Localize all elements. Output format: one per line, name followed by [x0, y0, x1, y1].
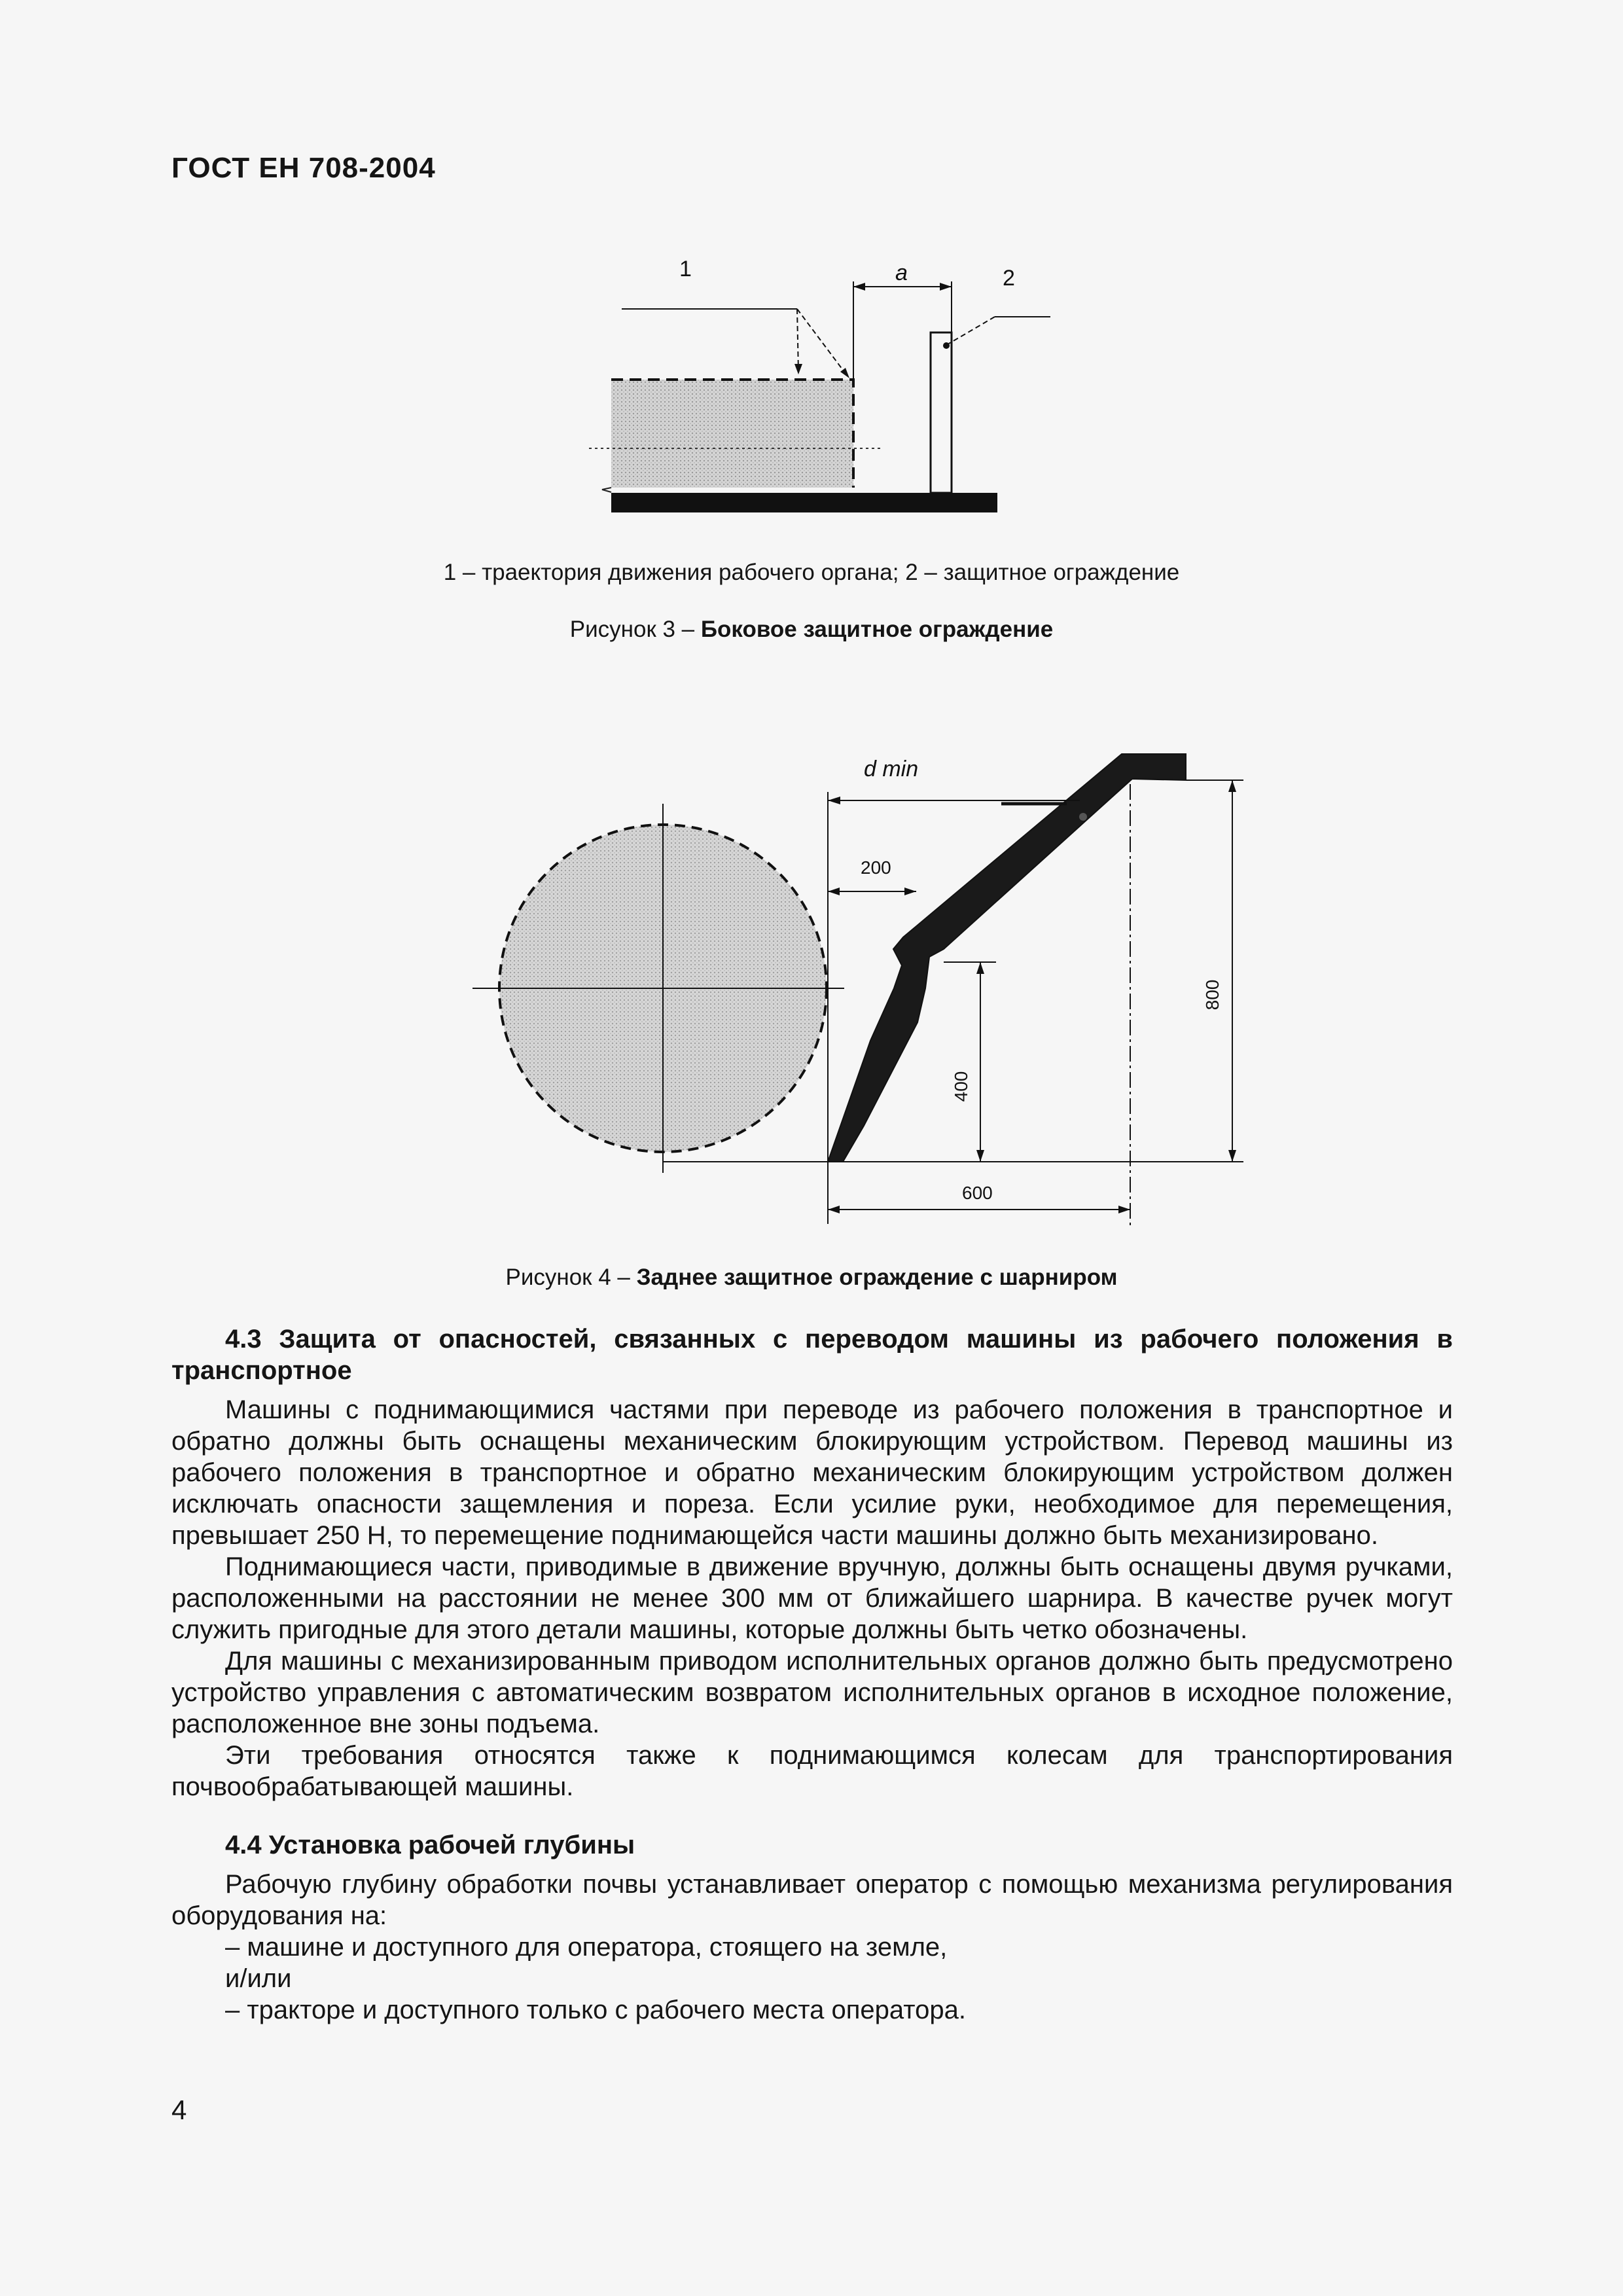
section-4-4	[171, 1829, 1453, 2026]
section-4-4-heading: 4.4 Установка рабочей глубины	[225, 1831, 635, 1859]
section-4-4-paragraph: Рабочую глубину обработки почвы устанавливает оператор с помощью механизма регулирования оборудования на:	[171, 1870, 1453, 1930]
dim-600: 600	[962, 1183, 993, 1203]
label-a: a	[895, 260, 908, 285]
label-dmin	[864, 757, 918, 781]
section-4-3-paragraph-1: Машины с поднимающимися частями при переводе из рабочего положения в транспортное и обратно должны быть оснащены механическим блокирующим устройством. Перевод машины из рабочего положения в транспортное и обратно механическим блокирующим устройством должен исключать опасности защемления и пореза. Если усилие руки, необходимое для перемещения, превышает 250 Н, то перемещение поднимающейся части машины должно быть механизировано.	[171, 1395, 1453, 1550]
ground-base	[611, 493, 997, 512]
figure-4-rear-guard-diagram	[458, 740, 1276, 1237]
section-4-3-paragraph-3: Для машины с механизированным приводом исполнительных органов должно быть предусмотрено устройство управления с автоматическим возвратом исполнительных органов в исходное положение, расположенное вне зоны подъема.	[171, 1647, 1453, 1738]
section-4-3-heading: 4.3 Защита от опасностей, связанных с переводом машины из рабочего положения в транспортное	[171, 1325, 1453, 1385]
figure-4-caption-title: Заднее защитное ограждение с шарниром	[636, 1265, 1118, 1290]
figure-3-legend: 1 – траектория движения рабочего органа; 2 – защитное ограждение	[443, 560, 1180, 585]
figure-3-caption-prefix: Рисунок 3 –	[569, 617, 695, 642]
figure-3-caption-title: Боковое защитное ограждение	[700, 617, 1054, 642]
dim-800: 800	[1202, 979, 1222, 1011]
figure-4-caption	[0, 1265, 1623, 1291]
rear-guard-with-hinge	[828, 754, 1186, 1162]
section-4-3-paragraph-2: Поднимающиеся части, приводимые в движение вручную, должны быть оснащены двумя ручками, расположенными на расстоянии не менее 300 мм от ближайшего шарнира. В качестве ручек могут служить пригодные для этого детали машины, которые должны быть четко обозначены.	[171, 1552, 1453, 1644]
figure-4-caption-prefix: Рисунок 4 –	[505, 1265, 630, 1290]
label-1: 1	[679, 257, 692, 281]
document-code-header: ГОСТ ЕН 708-2004	[171, 152, 436, 184]
dim-400: 400	[951, 1071, 971, 1102]
protective-guard-post	[931, 332, 952, 493]
label-2: 2	[1003, 266, 1015, 291]
section-4-4-list-item-1: – машине и доступного для оператора, стоящего на земле,	[225, 1933, 948, 1962]
section-4-3-paragraph-4: Эти требования относятся также к поднимающимся колесам для транспортирования почвообрабатывающей машины.	[171, 1741, 1453, 1801]
label-dmin-text: d min	[864, 757, 919, 781]
section-4-3	[171, 1323, 1453, 1803]
section-4-4-connector: и/или	[225, 1964, 292, 1993]
working-area-shading	[611, 380, 853, 488]
figure-3-caption	[0, 617, 1623, 643]
page-number: 4	[171, 2094, 187, 2125]
figure-3-side-guard-diagram	[589, 255, 1060, 530]
dim-200: 200	[861, 857, 891, 878]
section-4-4-list-item-2: – тракторе и доступного только с рабочего места оператора.	[225, 1996, 966, 2024]
